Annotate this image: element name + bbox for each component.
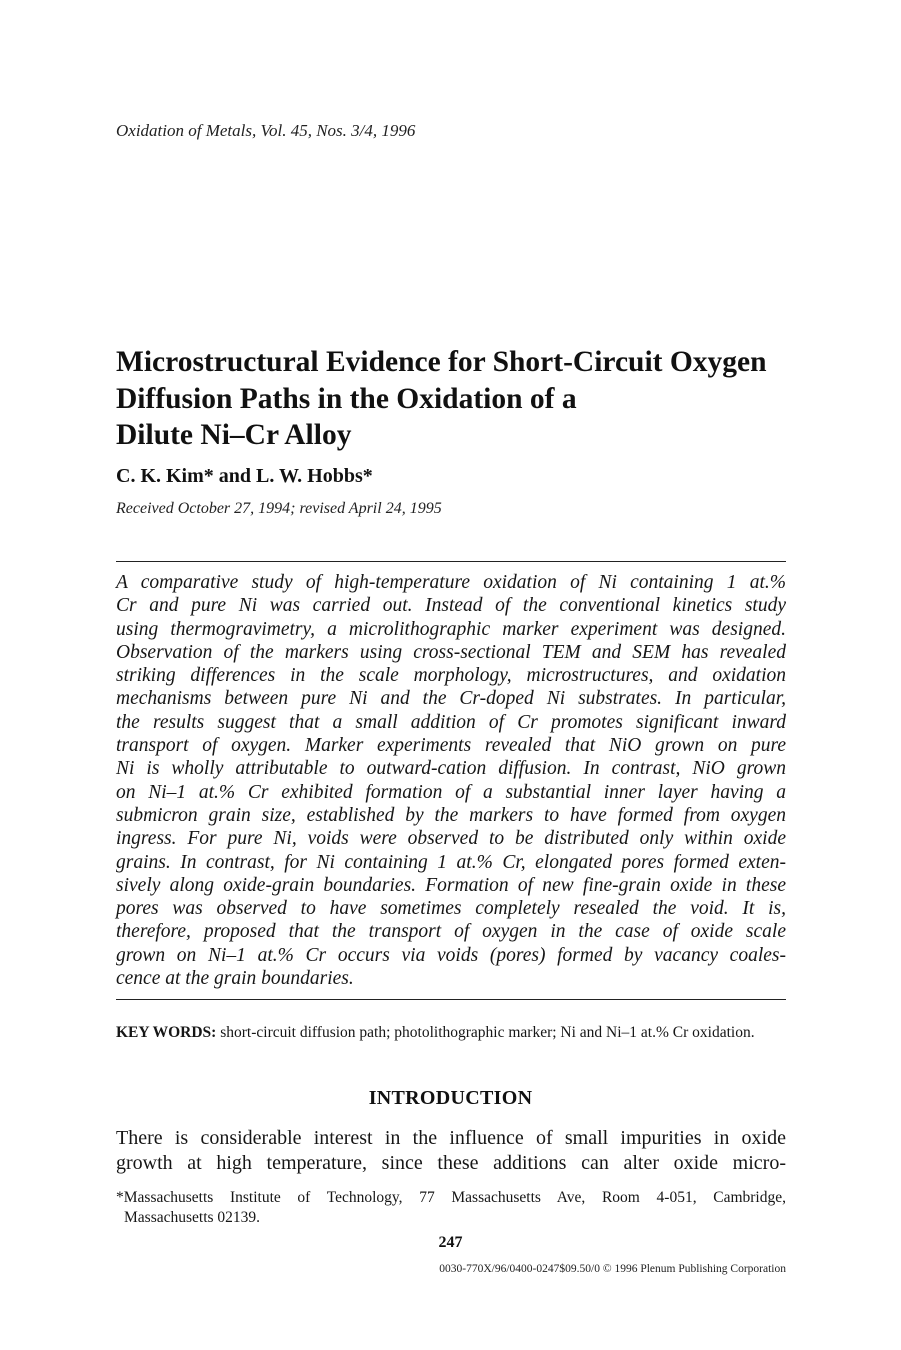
- intro-line: There is considerable interest in the influence of small impurities in oxide: [116, 1127, 786, 1149]
- footnote-line: Massachusetts 02139.: [124, 1209, 261, 1226]
- abstract-line: grains. In contrast, for Ni containing 1 at.% Cr, elongated pores formed exten-: [116, 851, 786, 873]
- intro-paragraph: [116, 1126, 786, 1176]
- abstract-bottom-rule: [116, 999, 786, 1000]
- copyright-line: 0030-770X/96/0400-0247$09.50/0 © 1996 Plenum Publishing Corporation: [439, 1263, 786, 1275]
- received-date: Received October 27, 1994; revised April 24, 1995: [116, 500, 442, 517]
- abstract: [116, 571, 786, 990]
- title-line: Dilute Ni–Cr Alloy: [116, 419, 352, 451]
- abstract-line: therefore, proposed that the transport of oxygen in the case of oxide scale: [116, 921, 786, 943]
- abstract-line: sively along oxide-grain boundaries. Formation of new fine-grain oxide in these: [116, 874, 786, 896]
- abstract-line: grown on Ni–1 at.% Cr occurs via voids (pores) formed by vacancy coales-: [116, 944, 786, 966]
- paper-title: [116, 344, 816, 454]
- footnote-line: *Massachusetts Institute of Technology, 77 Massachusetts Ave, Room 4-051, Cambridge,: [116, 1189, 786, 1206]
- abstract-line: striking differences in the scale morphology, microstructures, and oxidation: [116, 665, 786, 687]
- page-number: 247: [438, 1234, 463, 1251]
- intro-line: growth at high temperature, since these additions can alter oxide micro-: [116, 1152, 786, 1174]
- abstract-line: transport of oxygen. Marker experiments revealed that NiO grown on pure: [116, 735, 786, 757]
- keywords: [116, 1023, 786, 1043]
- journal-citation: Oxidation of Metals, Vol. 45, Nos. 3/4, 1996: [116, 121, 416, 140]
- abstract-line: Cr and pure Ni was carried out. Instead of the conventional kinetics study: [116, 595, 786, 617]
- abstract-top-rule: [116, 561, 786, 562]
- section-heading: INTRODUCTION: [368, 1087, 533, 1109]
- abstract-line: Ni is wholly attributable to outward-cation diffusion. In contrast, NiO grown: [116, 758, 786, 780]
- abstract-line: mechanisms between pure Ni and the Cr-doped Ni substrates. In particular,: [116, 688, 786, 710]
- keywords-label: KEY WORDS:: [116, 1024, 217, 1041]
- authors: C. K. Kim* and L. W. Hobbs*: [116, 465, 373, 487]
- abstract-line: on Ni–1 at.% Cr exhibited formation of a substantial inner layer having a: [116, 781, 786, 803]
- abstract-line: pores was observed to have sometimes completely resealed the void. It is,: [116, 898, 786, 920]
- abstract-line: Observation of the markers using cross-sectional TEM and SEM has revealed: [116, 641, 786, 663]
- abstract-line: A comparative study of high-temperature oxidation of Ni containing 1 at.%: [116, 572, 786, 593]
- abstract-line: using thermogravimetry, a microlithographic marker experiment was designed.: [116, 618, 786, 640]
- abstract-line: the results suggest that a small addition of Cr promotes significant inward: [116, 711, 786, 733]
- abstract-line: ingress. For pure Ni, voids were observed to be distributed only within oxide: [116, 828, 786, 850]
- title-line: Diffusion Paths in the Oxidation of a: [116, 382, 577, 415]
- keywords-text: short-circuit diffusion path; photolithographic marker; Ni and Ni–1 at.% Cr oxidation.: [216, 1024, 755, 1041]
- title-line: Microstructural Evidence for Short-Circuit Oxygen: [116, 346, 767, 378]
- abstract-line: submicron grain size, established by the markers to have formed from oxygen: [116, 804, 786, 826]
- affiliation-footnote: [116, 1188, 786, 1228]
- abstract-line: cence at the grain boundaries.: [116, 968, 354, 990]
